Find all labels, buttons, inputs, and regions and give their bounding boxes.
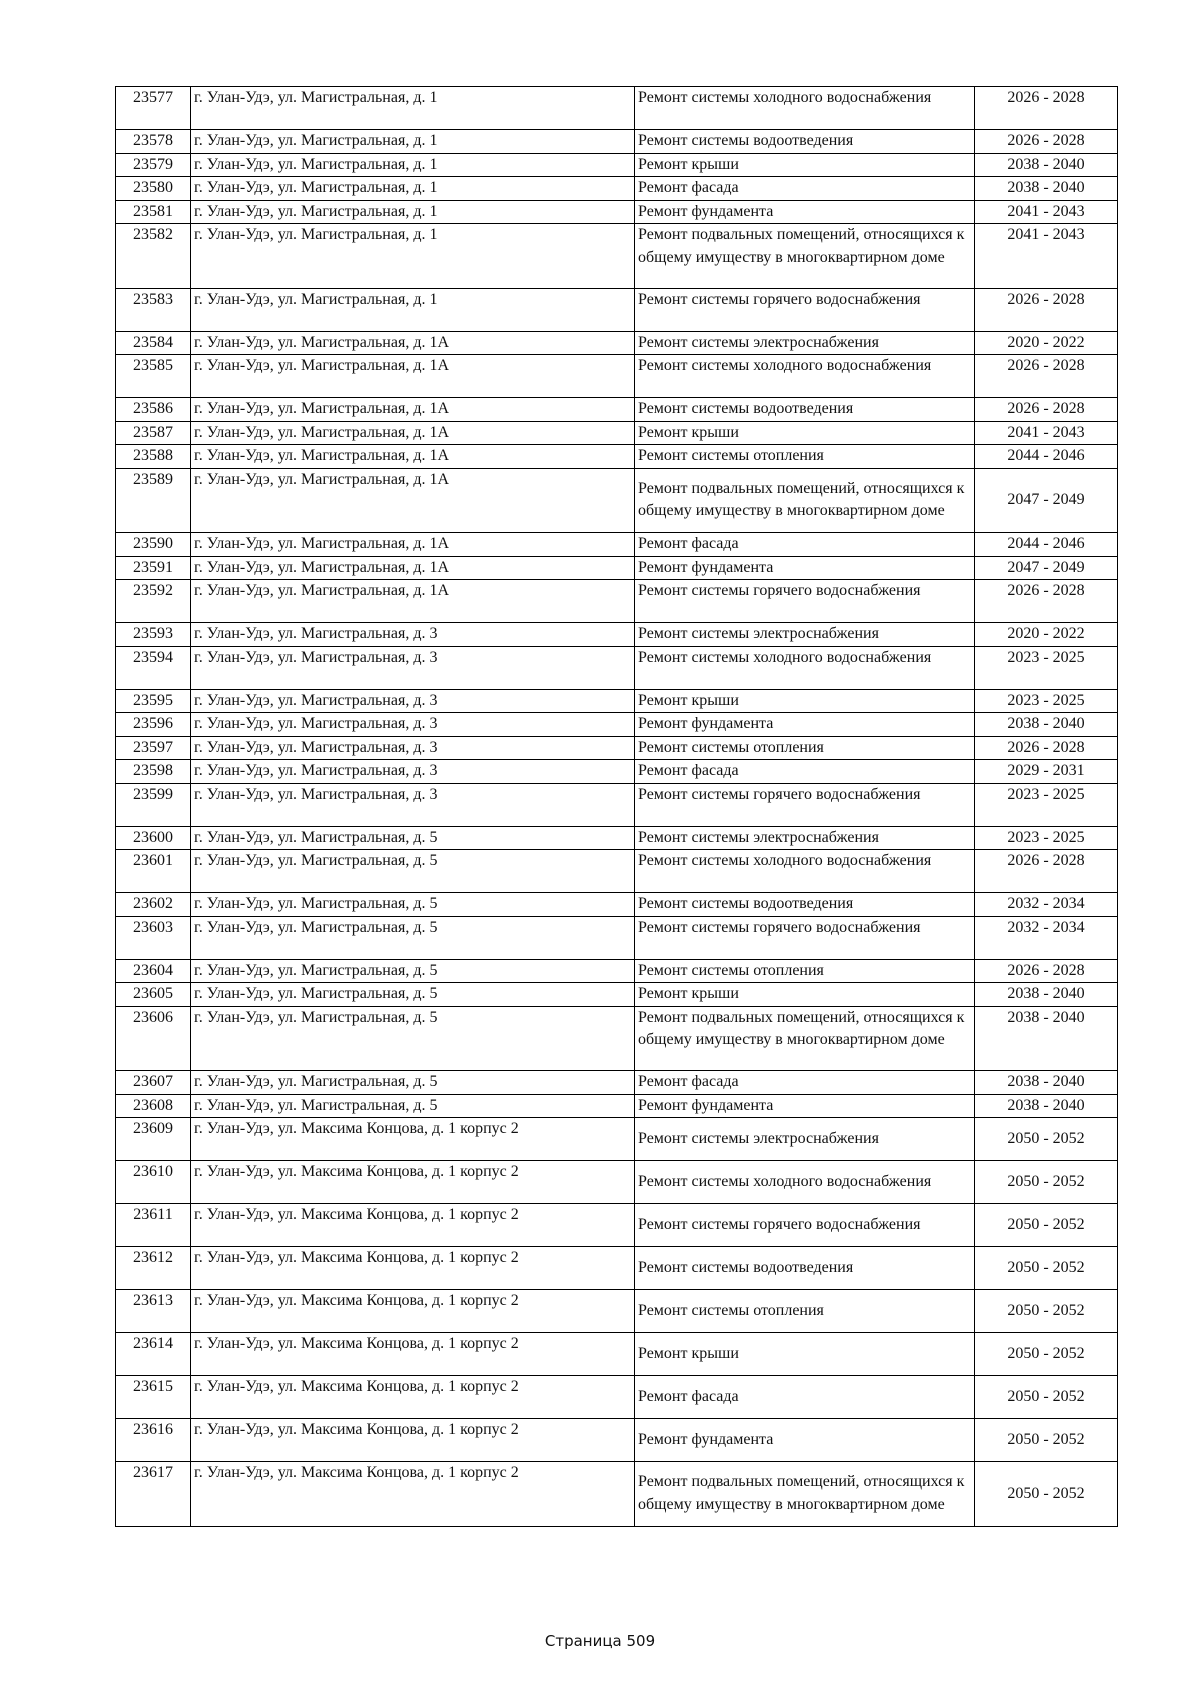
row-work-type: Ремонт фундамента (635, 1094, 975, 1118)
row-address: г. Улан-Удэ, ул. Магистральная, д. 1А (191, 331, 635, 355)
row-work-type: Ремонт системы водоотведения (635, 1247, 975, 1290)
row-number: 23582 (116, 224, 191, 289)
row-number: 23608 (116, 1094, 191, 1118)
table-row (116, 1006, 1118, 1071)
table-row (116, 533, 1118, 557)
row-period: 2026 - 2028 (975, 355, 1118, 398)
row-period: 2026 - 2028 (975, 398, 1118, 422)
row-period: 2020 - 2022 (975, 331, 1118, 355)
row-work-type: Ремонт фасада (635, 760, 975, 784)
row-period: 2047 - 2049 (975, 556, 1118, 580)
row-period: 2041 - 2043 (975, 200, 1118, 224)
table-row (116, 623, 1118, 647)
row-work-type: Ремонт системы отопления (635, 445, 975, 469)
row-number: 23611 (116, 1204, 191, 1247)
row-address: г. Улан-Удэ, ул. Магистральная, д. 1 (191, 130, 635, 154)
row-work-type: Ремонт системы горячего водоснабжения (635, 288, 975, 331)
row-number: 23580 (116, 177, 191, 201)
row-address: г. Улан-Удэ, ул. Магистральная, д. 5 (191, 1071, 635, 1095)
repair-schedule-table (115, 86, 1118, 1527)
row-address: г. Улан-Удэ, ул. Магистральная, д. 1 (191, 153, 635, 177)
row-period: 2020 - 2022 (975, 623, 1118, 647)
row-number: 23616 (116, 1419, 191, 1462)
row-address: г. Улан-Удэ, ул. Магистральная, д. 1 (191, 200, 635, 224)
row-work-type: Ремонт системы горячего водоснабжения (635, 916, 975, 959)
table-row (116, 130, 1118, 154)
row-address: г. Улан-Удэ, ул. Магистральная, д. 5 (191, 1094, 635, 1118)
row-work-type: Ремонт системы водоотведения (635, 893, 975, 917)
row-work-type: Ремонт системы водоотведения (635, 398, 975, 422)
row-work-type: Ремонт крыши (635, 421, 975, 445)
table-row (116, 1290, 1118, 1333)
table-row (116, 646, 1118, 689)
row-address: г. Улан-Удэ, ул. Магистральная, д. 5 (191, 850, 635, 893)
row-number: 23584 (116, 331, 191, 355)
row-number: 23577 (116, 87, 191, 130)
row-number: 23592 (116, 580, 191, 623)
row-number: 23612 (116, 1247, 191, 1290)
row-number: 23601 (116, 850, 191, 893)
table-row (116, 1118, 1118, 1161)
row-address: г. Улан-Удэ, ул. Магистральная, д. 5 (191, 983, 635, 1007)
table-row (116, 1333, 1118, 1376)
row-period: 2029 - 2031 (975, 760, 1118, 784)
row-address: г. Улан-Удэ, ул. Магистральная, д. 1 (191, 87, 635, 130)
row-address: г. Улан-Удэ, ул. Магистральная, д. 3 (191, 760, 635, 784)
row-work-type: Ремонт фасада (635, 1376, 975, 1419)
row-work-type: Ремонт крыши (635, 153, 975, 177)
row-period: 2023 - 2025 (975, 826, 1118, 850)
row-period: 2026 - 2028 (975, 130, 1118, 154)
row-address: г. Улан-Удэ, ул. Магистральная, д. 3 (191, 623, 635, 647)
row-number: 23606 (116, 1006, 191, 1071)
row-work-type: Ремонт фасада (635, 177, 975, 201)
row-period: 2032 - 2034 (975, 916, 1118, 959)
table-row (116, 893, 1118, 917)
row-period: 2026 - 2028 (975, 288, 1118, 331)
table-row (116, 398, 1118, 422)
row-address: г. Улан-Удэ, ул. Максима Концова, д. 1 корпус 2 (191, 1462, 635, 1527)
row-address: г. Улан-Удэ, ул. Максима Концова, д. 1 корпус 2 (191, 1204, 635, 1247)
table-row (116, 959, 1118, 983)
table-row (116, 826, 1118, 850)
row-period: 2041 - 2043 (975, 224, 1118, 289)
row-work-type: Ремонт фасада (635, 533, 975, 557)
row-period: 2044 - 2046 (975, 533, 1118, 557)
row-number: 23604 (116, 959, 191, 983)
row-address: г. Улан-Удэ, ул. Магистральная, д. 1А (191, 355, 635, 398)
row-work-type: Ремонт системы электроснабжения (635, 826, 975, 850)
row-number: 23597 (116, 736, 191, 760)
table-row (116, 355, 1118, 398)
row-address: г. Улан-Удэ, ул. Максима Концова, д. 1 корпус 2 (191, 1333, 635, 1376)
row-work-type: Ремонт системы отопления (635, 959, 975, 983)
row-address: г. Улан-Удэ, ул. Магистральная, д. 5 (191, 1006, 635, 1071)
row-number: 23607 (116, 1071, 191, 1095)
row-address: г. Улан-Удэ, ул. Магистральная, д. 5 (191, 826, 635, 850)
table-row (116, 1161, 1118, 1204)
row-number: 23603 (116, 916, 191, 959)
row-work-type: Ремонт крыши (635, 983, 975, 1007)
row-address: г. Улан-Удэ, ул. Максима Концова, д. 1 корпус 2 (191, 1290, 635, 1333)
table-row (116, 783, 1118, 826)
row-period: 2026 - 2028 (975, 580, 1118, 623)
row-address: г. Улан-Удэ, ул. Магистральная, д. 1А (191, 445, 635, 469)
row-work-type: Ремонт системы холодного водоснабжения (635, 1161, 975, 1204)
row-work-type: Ремонт подвальных помещений, относящихся к общему имуществу в многоквартирном доме (635, 1462, 975, 1527)
row-period: 2050 - 2052 (975, 1161, 1118, 1204)
row-address: г. Улан-Удэ, ул. Магистральная, д. 1 (191, 288, 635, 331)
row-work-type: Ремонт фундамента (635, 713, 975, 737)
table-row (116, 87, 1118, 130)
row-address: г. Улан-Удэ, ул. Магистральная, д. 3 (191, 713, 635, 737)
row-work-type: Ремонт системы горячего водоснабжения (635, 1204, 975, 1247)
row-address: г. Улан-Удэ, ул. Максима Концова, д. 1 корпус 2 (191, 1247, 635, 1290)
row-work-type: Ремонт подвальных помещений, относящихся к общему имуществу в многоквартирном доме (635, 468, 975, 533)
row-work-type: Ремонт системы холодного водоснабжения (635, 850, 975, 893)
row-period: 2050 - 2052 (975, 1204, 1118, 1247)
row-number: 23593 (116, 623, 191, 647)
table-row (116, 153, 1118, 177)
row-number: 23588 (116, 445, 191, 469)
row-number: 23590 (116, 533, 191, 557)
row-number: 23609 (116, 1118, 191, 1161)
row-work-type: Ремонт системы холодного водоснабжения (635, 646, 975, 689)
row-number: 23605 (116, 983, 191, 1007)
row-number: 23578 (116, 130, 191, 154)
row-work-type: Ремонт системы электроснабжения (635, 331, 975, 355)
row-number: 23587 (116, 421, 191, 445)
row-address: г. Улан-Удэ, ул. Магистральная, д. 1 (191, 177, 635, 201)
row-address: г. Улан-Удэ, ул. Максима Концова, д. 1 корпус 2 (191, 1161, 635, 1204)
row-work-type: Ремонт системы горячего водоснабжения (635, 580, 975, 623)
row-period: 2026 - 2028 (975, 87, 1118, 130)
row-work-type: Ремонт системы отопления (635, 1290, 975, 1333)
row-period: 2050 - 2052 (975, 1118, 1118, 1161)
page-number: Страница 509 (544, 1632, 656, 1650)
row-address: г. Улан-Удэ, ул. Максима Концова, д. 1 корпус 2 (191, 1376, 635, 1419)
row-work-type: Ремонт системы холодного водоснабжения (635, 355, 975, 398)
table-row (116, 1462, 1118, 1527)
table-row (116, 580, 1118, 623)
table-row (116, 1247, 1118, 1290)
table-row (116, 983, 1118, 1007)
row-number: 23596 (116, 713, 191, 737)
row-work-type: Ремонт подвальных помещений, относящихся к общему имуществу в многоквартирном доме (635, 224, 975, 289)
table-row (116, 288, 1118, 331)
row-period: 2050 - 2052 (975, 1333, 1118, 1376)
row-work-type: Ремонт системы электроснабжения (635, 1118, 975, 1161)
row-period: 2038 - 2040 (975, 153, 1118, 177)
row-address: г. Улан-Удэ, ул. Магистральная, д. 1А (191, 580, 635, 623)
row-number: 23586 (116, 398, 191, 422)
row-period: 2038 - 2040 (975, 713, 1118, 737)
row-period: 2047 - 2049 (975, 468, 1118, 533)
row-work-type: Ремонт системы электроснабжения (635, 623, 975, 647)
row-address: г. Улан-Удэ, ул. Магистральная, д. 3 (191, 783, 635, 826)
row-number: 23599 (116, 783, 191, 826)
table-row (116, 760, 1118, 784)
row-period: 2050 - 2052 (975, 1419, 1118, 1462)
row-number: 23583 (116, 288, 191, 331)
row-period: 2038 - 2040 (975, 1006, 1118, 1071)
row-work-type: Ремонт фундамента (635, 200, 975, 224)
table-row (116, 689, 1118, 713)
table-row (116, 556, 1118, 580)
row-number: 23591 (116, 556, 191, 580)
row-address: г. Улан-Удэ, ул. Максима Концова, д. 1 корпус 2 (191, 1118, 635, 1161)
row-period: 2041 - 2043 (975, 421, 1118, 445)
table-row (116, 1376, 1118, 1419)
row-work-type: Ремонт крыши (635, 1333, 975, 1376)
row-period: 2050 - 2052 (975, 1247, 1118, 1290)
row-number: 23615 (116, 1376, 191, 1419)
table-row (116, 713, 1118, 737)
row-period: 2038 - 2040 (975, 1071, 1118, 1095)
table-row (116, 916, 1118, 959)
row-work-type: Ремонт фасада (635, 1071, 975, 1095)
row-work-type: Ремонт крыши (635, 689, 975, 713)
row-number: 23579 (116, 153, 191, 177)
row-number: 23602 (116, 893, 191, 917)
row-period: 2026 - 2028 (975, 736, 1118, 760)
row-address: г. Улан-Удэ, ул. Магистральная, д. 1А (191, 421, 635, 445)
table-row (116, 468, 1118, 533)
row-work-type: Ремонт системы отопления (635, 736, 975, 760)
table-row (116, 331, 1118, 355)
row-work-type: Ремонт фундамента (635, 556, 975, 580)
row-period: 2026 - 2028 (975, 959, 1118, 983)
row-period: 2038 - 2040 (975, 983, 1118, 1007)
row-period: 2023 - 2025 (975, 689, 1118, 713)
row-address: г. Улан-Удэ, ул. Магистральная, д. 3 (191, 646, 635, 689)
table-row (116, 1094, 1118, 1118)
table-row (116, 177, 1118, 201)
row-address: г. Улан-Удэ, ул. Магистральная, д. 1А (191, 533, 635, 557)
table-row (116, 1419, 1118, 1462)
table-row (116, 224, 1118, 289)
row-work-type: Ремонт фундамента (635, 1419, 975, 1462)
row-address: г. Улан-Удэ, ул. Магистральная, д. 1 (191, 224, 635, 289)
row-address: г. Улан-Удэ, ул. Магистральная, д. 3 (191, 736, 635, 760)
row-number: 23613 (116, 1290, 191, 1333)
row-number: 23598 (116, 760, 191, 784)
table-row (116, 1204, 1118, 1247)
row-number: 23589 (116, 468, 191, 533)
table-row (116, 200, 1118, 224)
row-period: 2032 - 2034 (975, 893, 1118, 917)
row-number: 23594 (116, 646, 191, 689)
row-number: 23614 (116, 1333, 191, 1376)
row-address: г. Улан-Удэ, ул. Магистральная, д. 5 (191, 959, 635, 983)
row-number: 23617 (116, 1462, 191, 1527)
row-period: 2023 - 2025 (975, 783, 1118, 826)
row-period: 2023 - 2025 (975, 646, 1118, 689)
row-address: г. Улан-Удэ, ул. Максима Концова, д. 1 корпус 2 (191, 1419, 635, 1462)
row-period: 2038 - 2040 (975, 1094, 1118, 1118)
table-row (116, 736, 1118, 760)
table-row (116, 1071, 1118, 1095)
table-row (116, 850, 1118, 893)
row-number: 23585 (116, 355, 191, 398)
table-row (116, 421, 1118, 445)
row-period: 2050 - 2052 (975, 1290, 1118, 1333)
row-period: 2050 - 2052 (975, 1462, 1118, 1527)
row-work-type: Ремонт системы холодного водоснабжения (635, 87, 975, 130)
table-body (116, 87, 1118, 1527)
row-address: г. Улан-Удэ, ул. Магистральная, д. 5 (191, 916, 635, 959)
row-number: 23600 (116, 826, 191, 850)
table-row (116, 445, 1118, 469)
row-number: 23581 (116, 200, 191, 224)
row-work-type: Ремонт системы горячего водоснабжения (635, 783, 975, 826)
row-address: г. Улан-Удэ, ул. Магистральная, д. 1А (191, 556, 635, 580)
row-period: 2038 - 2040 (975, 177, 1118, 201)
row-work-type: Ремонт подвальных помещений, относящихся к общему имуществу в многоквартирном доме (635, 1006, 975, 1071)
row-period: 2050 - 2052 (975, 1376, 1118, 1419)
row-address: г. Улан-Удэ, ул. Магистральная, д. 3 (191, 689, 635, 713)
row-number: 23610 (116, 1161, 191, 1204)
row-period: 2044 - 2046 (975, 445, 1118, 469)
row-address: г. Улан-Удэ, ул. Магистральная, д. 5 (191, 893, 635, 917)
row-number: 23595 (116, 689, 191, 713)
row-work-type: Ремонт системы водоотведения (635, 130, 975, 154)
row-period: 2026 - 2028 (975, 850, 1118, 893)
row-address: г. Улан-Удэ, ул. Магистральная, д. 1А (191, 468, 635, 533)
row-address: г. Улан-Удэ, ул. Магистральная, д. 1А (191, 398, 635, 422)
